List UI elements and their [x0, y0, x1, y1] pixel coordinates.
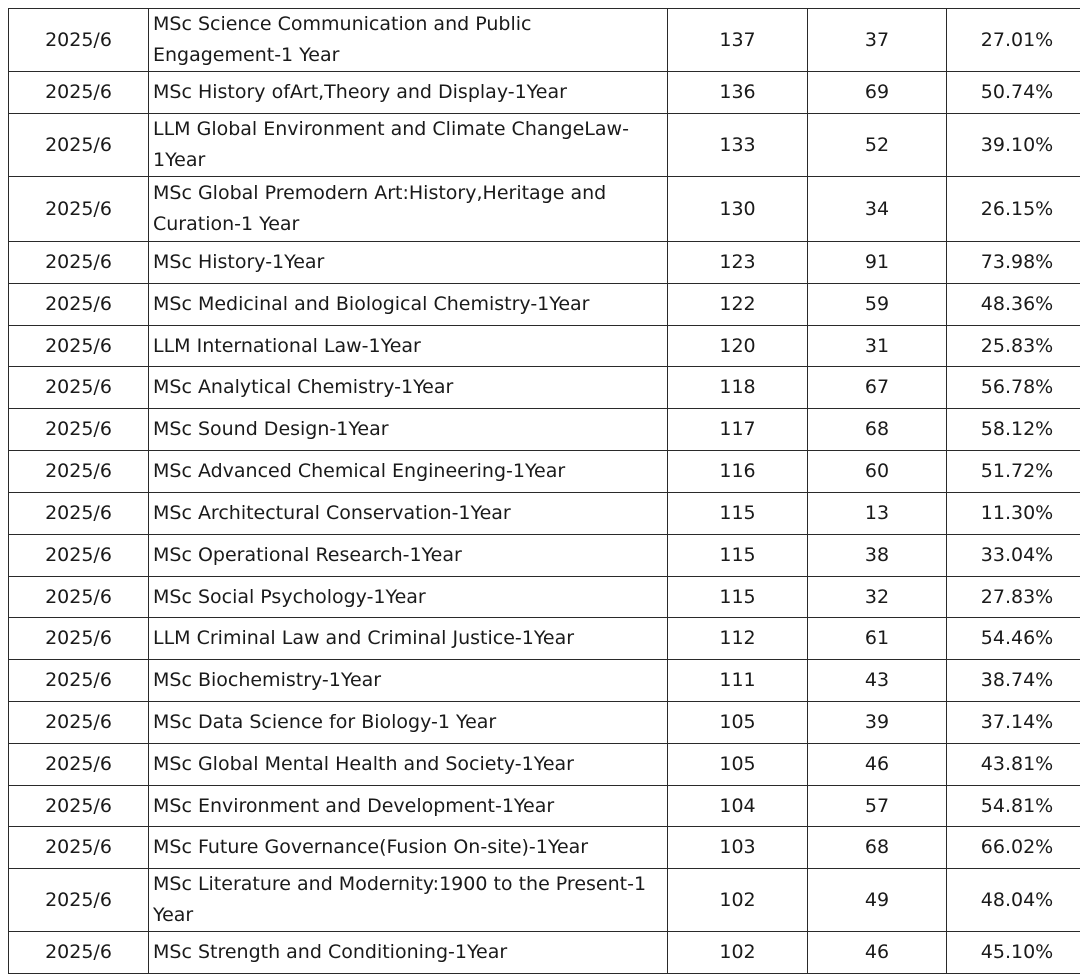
programme-cell — [149, 932, 668, 974]
table-row — [9, 114, 1080, 177]
date-cell — [9, 367, 149, 409]
date-cell — [9, 744, 149, 786]
applications-cell — [668, 577, 808, 618]
applications-cell-text: 115 — [719, 544, 756, 566]
applications-cell-text: 115 — [719, 585, 756, 608]
offer-rate-cell-text: 26.15% — [980, 197, 1054, 220]
applications-cell-text: 115 — [719, 502, 756, 524]
offers-cell — [808, 326, 947, 367]
programme-cell-text: MSc Operational Research-1Year — [153, 544, 462, 566]
applications-cell — [668, 618, 808, 660]
admissions-table — [8, 8, 1080, 974]
offer-rate-cell — [947, 744, 1080, 786]
applications-cell-text: 118 — [719, 376, 756, 398]
offer-rate-cell — [947, 786, 1080, 827]
date-cell-text: 2025/6 — [45, 28, 112, 51]
applications-cell-text: 105 — [719, 753, 756, 775]
offer-rate-cell — [947, 409, 1080, 451]
offers-cell-text: 68 — [864, 418, 890, 440]
offer-rate-cell-text: 11.30% — [980, 502, 1054, 524]
programme-cell-text: MSc Science Communication and Public Engagement-1 Year — [153, 13, 532, 66]
applications-cell — [668, 535, 808, 577]
offer-rate-cell-text: 66.02% — [980, 836, 1054, 858]
programme-cell-text: MSc Global Mental Health and Society-1Year — [153, 753, 574, 775]
applications-cell-text: 120 — [719, 334, 756, 357]
programme-cell — [149, 744, 668, 786]
offer-rate-cell-text: 54.81% — [980, 794, 1054, 817]
offer-rate-cell — [947, 577, 1080, 618]
offers-cell-text: 59 — [864, 293, 890, 315]
offer-rate-cell-text: 39.10% — [980, 133, 1054, 156]
applications-cell — [668, 114, 808, 177]
applications-cell-text: 133 — [719, 133, 756, 156]
offers-cell-text: 60 — [864, 460, 890, 482]
offer-rate-cell-text: 45.10% — [980, 941, 1054, 963]
programme-cell — [149, 9, 668, 72]
programme-cell-text: MSc Literature and Modernity:1900 to the Present-1 Year — [153, 873, 647, 926]
date-cell — [9, 177, 149, 242]
date-cell-text: 2025/6 — [45, 334, 112, 357]
date-cell — [9, 535, 149, 577]
offer-rate-cell-text: 27.83% — [980, 585, 1054, 608]
date-cell-text: 2025/6 — [45, 794, 112, 817]
applications-cell-text: 105 — [719, 711, 756, 733]
programme-cell — [149, 827, 668, 869]
applications-cell — [668, 660, 808, 702]
programme-cell — [149, 367, 668, 409]
offers-cell-text: 31 — [864, 334, 890, 357]
offer-rate-cell — [947, 114, 1080, 177]
date-cell — [9, 660, 149, 702]
offer-rate-cell-text: 54.46% — [980, 627, 1054, 649]
applications-cell-text: 123 — [719, 251, 756, 273]
table-row — [9, 493, 1080, 535]
programme-cell-text: MSc Sound Design-1Year — [153, 418, 389, 440]
offer-rate-cell-text: 48.04% — [980, 888, 1054, 911]
offers-cell-text: 61 — [864, 627, 890, 649]
offers-cell-text: 57 — [864, 794, 890, 817]
date-cell — [9, 577, 149, 618]
date-cell — [9, 409, 149, 451]
programme-cell — [149, 660, 668, 702]
programme-cell-text: LLM International Law-1Year — [153, 334, 421, 357]
offer-rate-cell-text: 73.98% — [980, 251, 1054, 273]
applications-cell-text: 136 — [719, 81, 756, 103]
date-cell-text: 2025/6 — [45, 418, 112, 440]
date-cell — [9, 618, 149, 660]
programme-cell-text: MSc Advanced Chemical Engineering-1Year — [153, 460, 566, 482]
table-row — [9, 284, 1080, 326]
table-row — [9, 932, 1080, 974]
applications-cell-text: 117 — [719, 418, 756, 440]
offer-rate-cell — [947, 660, 1080, 702]
applications-cell-text: 112 — [719, 627, 756, 649]
offers-cell — [808, 493, 947, 535]
date-cell-text: 2025/6 — [45, 888, 112, 911]
applications-cell-text: 102 — [719, 888, 756, 911]
applications-cell — [668, 409, 808, 451]
table-row — [9, 660, 1080, 702]
offers-cell — [808, 451, 947, 493]
applications-cell-text: 137 — [719, 28, 756, 51]
offers-cell-text: 46 — [864, 941, 890, 963]
date-cell-text: 2025/6 — [45, 836, 112, 858]
programme-cell — [149, 535, 668, 577]
table-row — [9, 326, 1080, 367]
programme-cell — [149, 618, 668, 660]
applications-cell — [668, 786, 808, 827]
applications-cell — [668, 932, 808, 974]
offers-cell — [808, 827, 947, 869]
applications-cell — [668, 869, 808, 932]
programme-cell — [149, 326, 668, 367]
date-cell-text: 2025/6 — [45, 544, 112, 566]
offer-rate-cell-text: 33.04% — [980, 544, 1054, 566]
offers-cell — [808, 702, 947, 744]
offer-rate-cell-text: 50.74% — [980, 81, 1054, 103]
offers-cell — [808, 618, 947, 660]
offers-cell-text: 32 — [864, 585, 890, 608]
offer-rate-cell — [947, 493, 1080, 535]
offer-rate-cell-text: 27.01% — [980, 28, 1054, 51]
table-row — [9, 786, 1080, 827]
offers-cell-text: 43 — [864, 669, 890, 691]
applications-cell — [668, 72, 808, 114]
offers-cell — [808, 72, 947, 114]
programme-cell-text: MSc History-1Year — [153, 251, 325, 273]
programme-cell — [149, 409, 668, 451]
applications-cell-text: 130 — [719, 197, 756, 220]
table-row — [9, 535, 1080, 577]
table-row — [9, 72, 1080, 114]
date-cell-text: 2025/6 — [45, 293, 112, 315]
applications-cell-text: 122 — [719, 293, 756, 315]
offers-cell — [808, 869, 947, 932]
programme-cell-text: MSc Biochemistry-1Year — [153, 669, 382, 691]
offer-rate-cell — [947, 72, 1080, 114]
date-cell-text: 2025/6 — [45, 502, 112, 524]
applications-cell — [668, 326, 808, 367]
applications-cell-text: 102 — [719, 941, 756, 963]
programme-cell — [149, 493, 668, 535]
date-cell — [9, 326, 149, 367]
applications-cell — [668, 744, 808, 786]
offer-rate-cell-text: 51.72% — [980, 460, 1054, 482]
table-row — [9, 9, 1080, 72]
offer-rate-cell-text: 58.12% — [980, 418, 1054, 440]
offers-cell — [808, 535, 947, 577]
programme-cell — [149, 177, 668, 242]
applications-cell — [668, 827, 808, 869]
date-cell-text: 2025/6 — [45, 753, 112, 775]
table-row — [9, 827, 1080, 869]
offer-rate-cell — [947, 284, 1080, 326]
table-row — [9, 177, 1080, 242]
offers-cell — [808, 744, 947, 786]
table-body — [9, 9, 1080, 974]
offer-rate-cell-text: 38.74% — [980, 669, 1054, 691]
applications-cell — [668, 242, 808, 284]
programme-cell-text: MSc Global Premodern Art:History,Heritage and Curation-1 Year — [153, 182, 607, 235]
offer-rate-cell — [947, 618, 1080, 660]
applications-cell — [668, 702, 808, 744]
date-cell-text: 2025/6 — [45, 627, 112, 649]
programme-cell-text: MSc Medicinal and Biological Chemistry-1Year — [153, 293, 590, 315]
date-cell — [9, 702, 149, 744]
date-cell — [9, 72, 149, 114]
table-row — [9, 577, 1080, 618]
offers-cell-text: 67 — [864, 376, 890, 398]
programme-cell-text: MSc Strength and Conditioning-1Year — [153, 941, 508, 963]
applications-cell — [668, 367, 808, 409]
table-row — [9, 451, 1080, 493]
offers-cell — [808, 660, 947, 702]
programme-cell — [149, 72, 668, 114]
offer-rate-cell — [947, 702, 1080, 744]
table-row — [9, 242, 1080, 284]
offers-cell-text: 39 — [864, 711, 890, 733]
date-cell — [9, 932, 149, 974]
offers-cell — [808, 177, 947, 242]
offers-cell — [808, 367, 947, 409]
offers-cell-text: 46 — [864, 753, 890, 775]
date-cell-text: 2025/6 — [45, 711, 112, 733]
date-cell — [9, 786, 149, 827]
offers-cell-text: 13 — [864, 502, 890, 524]
date-cell — [9, 9, 149, 72]
programme-cell-text: MSc History ofArt,Theory and Display-1Year — [153, 81, 567, 103]
date-cell — [9, 242, 149, 284]
offers-cell — [808, 284, 947, 326]
date-cell-text: 2025/6 — [45, 941, 112, 963]
date-cell-text: 2025/6 — [45, 133, 112, 156]
programme-cell-text: MSc Environment and Development-1Year — [153, 794, 555, 817]
offers-cell-text: 91 — [864, 251, 890, 273]
offer-rate-cell — [947, 932, 1080, 974]
applications-cell — [668, 284, 808, 326]
date-cell-text: 2025/6 — [45, 81, 112, 103]
table-row — [9, 409, 1080, 451]
table-row — [9, 618, 1080, 660]
programme-cell — [149, 869, 668, 932]
applications-cell — [668, 493, 808, 535]
programme-cell — [149, 786, 668, 827]
date-cell — [9, 451, 149, 493]
table-row — [9, 367, 1080, 409]
offer-rate-cell — [947, 242, 1080, 284]
programme-cell — [149, 577, 668, 618]
table-row — [9, 744, 1080, 786]
programme-cell — [149, 284, 668, 326]
programme-cell — [149, 242, 668, 284]
offer-rate-cell — [947, 869, 1080, 932]
offers-cell-text: 52 — [864, 133, 890, 156]
offer-rate-cell — [947, 827, 1080, 869]
offer-rate-cell-text: 48.36% — [980, 293, 1054, 315]
offer-rate-cell — [947, 9, 1080, 72]
offer-rate-cell — [947, 451, 1080, 493]
date-cell-text: 2025/6 — [45, 376, 112, 398]
programme-cell-text: MSc Analytical Chemistry-1Year — [153, 376, 454, 398]
date-cell — [9, 827, 149, 869]
applications-cell-text: 104 — [719, 794, 756, 817]
offer-rate-cell — [947, 177, 1080, 242]
programme-cell-text: LLM Global Environment and Climate ChangeLaw-1Year — [153, 118, 629, 171]
offers-cell — [808, 409, 947, 451]
date-cell — [9, 493, 149, 535]
applications-cell-text: 116 — [719, 460, 756, 482]
offers-cell-text: 49 — [864, 888, 890, 911]
offers-cell-text: 38 — [864, 544, 890, 566]
offers-cell — [808, 242, 947, 284]
table-row — [9, 869, 1080, 932]
applications-cell — [668, 9, 808, 72]
offers-cell — [808, 577, 947, 618]
applications-cell — [668, 177, 808, 242]
date-cell — [9, 114, 149, 177]
applications-cell-text: 103 — [719, 836, 756, 858]
programme-cell-text: MSc Social Psychology-1Year — [153, 585, 426, 608]
offer-rate-cell — [947, 326, 1080, 367]
offers-cell — [808, 932, 947, 974]
programme-cell — [149, 451, 668, 493]
programme-cell-text: MSc Future Governance(Fusion On-site)-1Year — [153, 836, 589, 858]
date-cell-text: 2025/6 — [45, 460, 112, 482]
admissions-table-container — [8, 8, 1072, 974]
offer-rate-cell-text: 37.14% — [980, 711, 1054, 733]
offers-cell-text: 69 — [864, 81, 890, 103]
date-cell-text: 2025/6 — [45, 251, 112, 273]
offers-cell-text: 34 — [864, 197, 890, 220]
programme-cell-text: MSc Data Science for Biology-1 Year — [153, 711, 497, 733]
date-cell — [9, 869, 149, 932]
programme-cell-text: MSc Architectural Conservation-1Year — [153, 502, 511, 524]
offer-rate-cell-text: 43.81% — [980, 753, 1054, 775]
offer-rate-cell — [947, 367, 1080, 409]
offers-cell — [808, 9, 947, 72]
offers-cell — [808, 114, 947, 177]
applications-cell — [668, 451, 808, 493]
offers-cell — [808, 786, 947, 827]
programme-cell — [149, 114, 668, 177]
offer-rate-cell — [947, 535, 1080, 577]
offer-rate-cell-text: 25.83% — [980, 334, 1054, 357]
date-cell-text: 2025/6 — [45, 585, 112, 608]
programme-cell — [149, 702, 668, 744]
offer-rate-cell-text: 56.78% — [980, 376, 1054, 398]
offers-cell-text: 68 — [864, 836, 890, 858]
programme-cell-text: LLM Criminal Law and Criminal Justice-1Year — [153, 627, 575, 649]
offers-cell-text: 37 — [864, 28, 890, 51]
applications-cell-text: 111 — [719, 669, 756, 691]
date-cell-text: 2025/6 — [45, 669, 112, 691]
date-cell-text: 2025/6 — [45, 197, 112, 220]
table-row — [9, 702, 1080, 744]
date-cell — [9, 284, 149, 326]
